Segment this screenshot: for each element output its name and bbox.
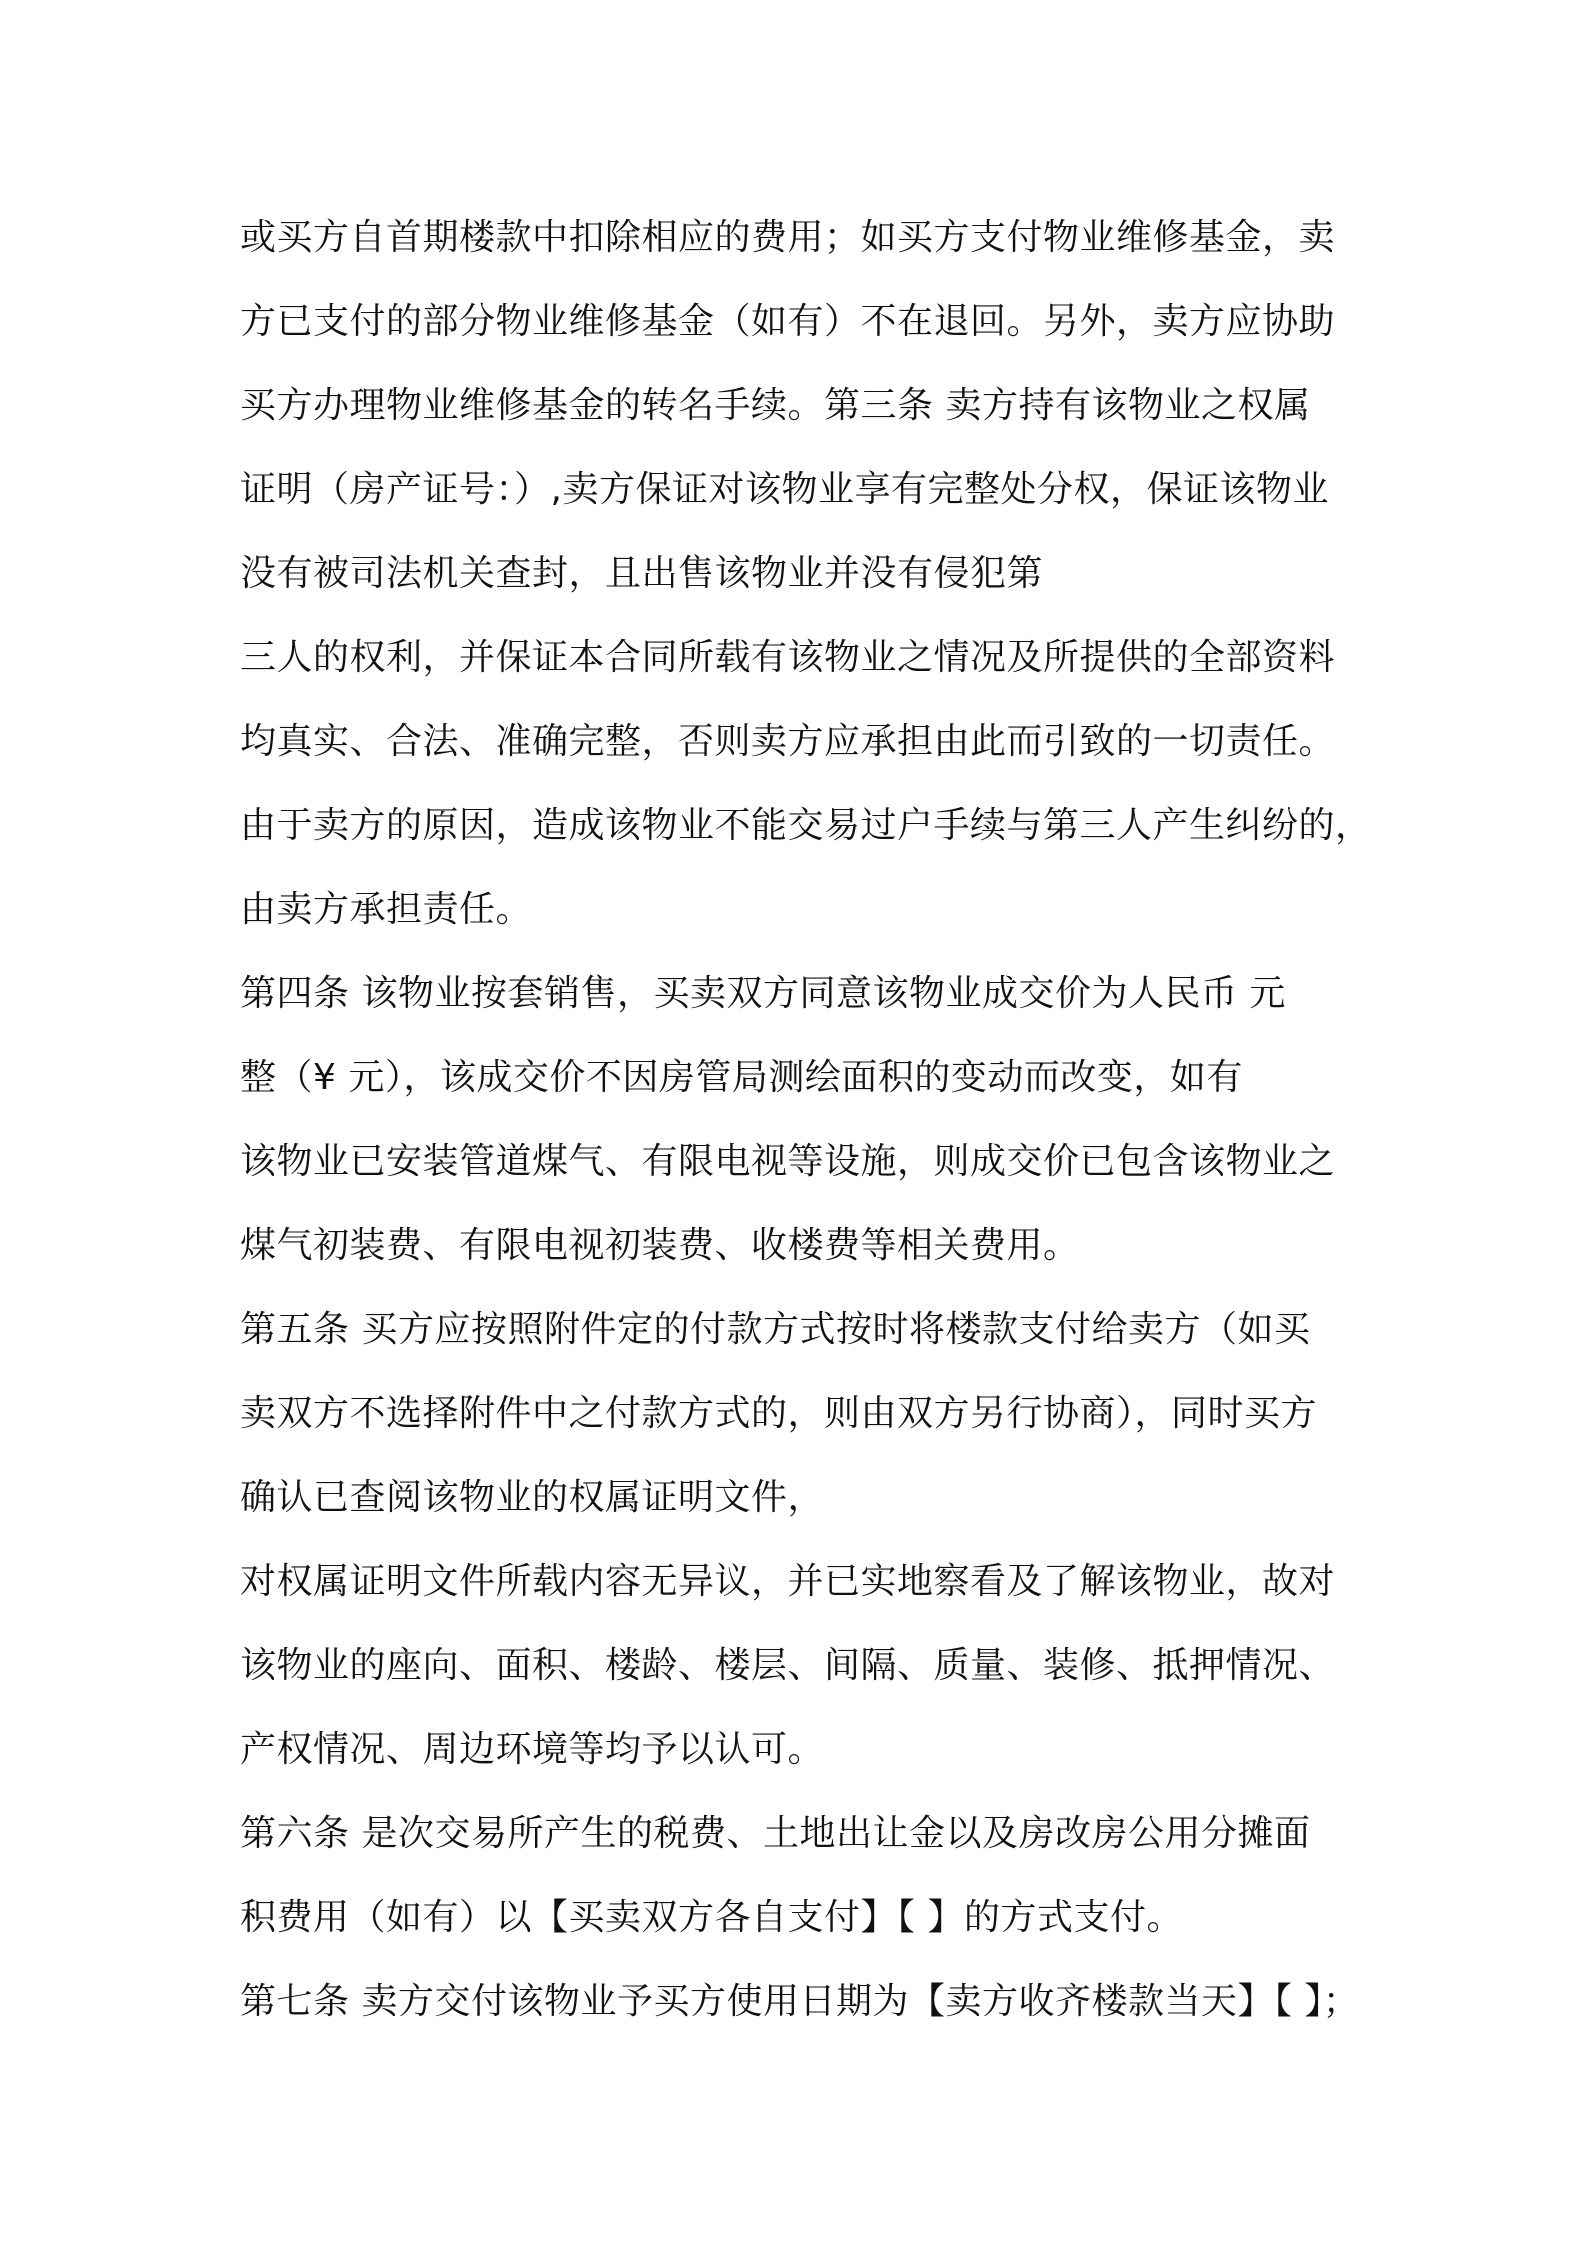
text-line: 第六条 是次交易所产生的税费、土地出让金以及房改房公用分摊面 <box>240 1813 1311 1854</box>
text-line: 第四条 该物业按套销售，买卖双方同意该物业成交价为人民币 元 <box>240 973 1286 1014</box>
text-line: 确认已查阅该物业的权属证明文件， <box>240 1477 825 1518</box>
text-line: 证明（房产证号：）,卖方保证对该物业享有完整处分权，保证该物业 <box>240 469 1329 510</box>
text-line: 没有被司法机关查封，且出售该物业并没有侵犯第 <box>240 553 1044 594</box>
text-line: 由卖方承担责任。 <box>240 889 533 930</box>
text-line: 对权属证明文件所载内容无异议，并已实地察看及了解该物业，故对 <box>240 1561 1336 1602</box>
text-line: 该物业的座向、面积、楼龄、楼层、间隔、质量、装修、抵押情况、 <box>240 1645 1336 1686</box>
text-line: 整（¥ 元），该成交价不因房管局测绘面积的变动而改变，如有 <box>240 1057 1243 1098</box>
text-line: 由于卖方的原因，造成该物业不能交易过户手续与第三人产生纠纷的， <box>240 805 1372 846</box>
text-line: 方已支付的部分物业维修基金（如有）不在退回。另外，卖方应协助 <box>240 301 1336 342</box>
text-line: 第五条 买方应按照附件定的付款方式按时将楼款支付给卖方（如买 <box>240 1309 1311 1350</box>
text-line: 产权情况、周边环境等均予以认可。 <box>240 1729 825 1770</box>
contract-text <box>240 196 1370 2044</box>
text-line: 煤气初装费、有限电视初装费、收楼费等相关费用。 <box>240 1225 1080 1266</box>
text-line: 积费用（如有）以【买卖双方各自支付】【 】的方式支付。 <box>240 1897 1183 1938</box>
text-line: 或买方自首期楼款中扣除相应的费用；如买方支付物业维修基金，卖 <box>240 217 1336 258</box>
text-line: 卖双方不选择附件中之付款方式的，则由双方另行协商），同时买方 <box>240 1393 1318 1434</box>
text-line: 第七条 卖方交付该物业予买方使用日期为【卖方收齐楼款当天】【 】； <box>240 1981 1360 2022</box>
text-line: 该物业已安装管道煤气、有限电视等设施，则成交价已包含该物业之 <box>240 1141 1336 1182</box>
text-line: 三人的权利，并保证本合同所载有该物业之情况及所提供的全部资料 <box>240 637 1336 678</box>
text-line: 均真实、合法、准确完整，否则卖方应承担由此而引致的一切责任。 <box>240 721 1336 762</box>
text-line: 买方办理物业维修基金的转名手续。第三条 卖方持有该物业之权属 <box>240 385 1311 426</box>
